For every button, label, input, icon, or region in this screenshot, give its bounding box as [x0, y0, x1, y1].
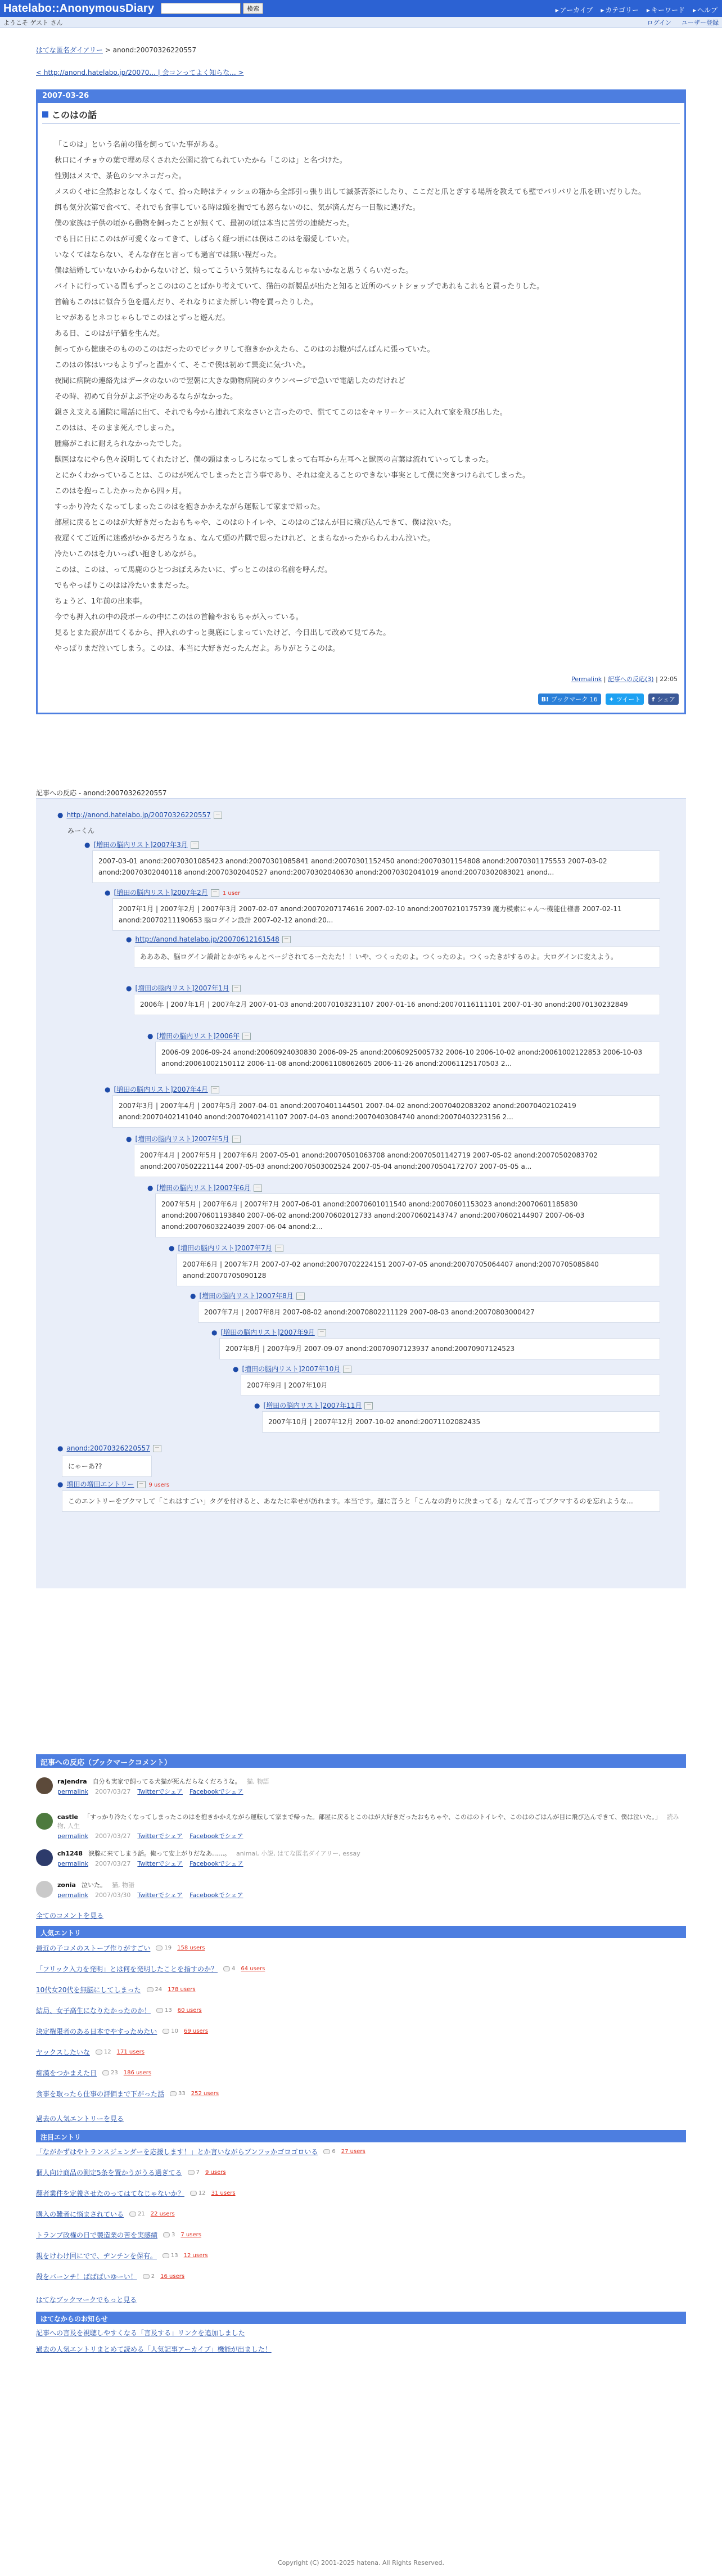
twitter-bird-icon: ✦ — [608, 695, 614, 703]
entry-list-item — [36, 2006, 202, 2015]
comment-text: 泣いた。 — [81, 1881, 106, 1889]
breadcrumb-home[interactable]: はてな匿名ダイアリー — [36, 46, 103, 54]
entry-list-item — [36, 2089, 219, 2098]
reaction-excerpt: 2007年8月 | 2007年9月 2007-09-07 anond:20070907123937 anond:20070907124523 — [219, 1338, 660, 1359]
reaction-link[interactable]: [増田の脳内リスト]2007年8月 — [199, 1292, 294, 1300]
entry-link[interactable]: 個人向け商品の測定5条を置かうがうる過ぎてる — [36, 2169, 182, 2177]
share-facebook-link[interactable]: Facebookでシェア — [189, 1832, 243, 1840]
entry-list-item — [36, 2188, 236, 2198]
facebook-f-icon: f — [652, 695, 655, 703]
reaction-link[interactable]: [増田の脳内リスト]2007年9月 — [220, 1328, 315, 1336]
user-avatar[interactable] — [36, 1881, 53, 1898]
comment-count: 13 — [163, 2253, 178, 2259]
entry-paragraph: とにかくわかっていることは、このはが死んでしまったと言う事であり、それは変えることのできない事実として僕に突きつけられてしまった。 — [55, 471, 530, 480]
entry-paragraph: 腫瘍がこれに耐えられなかったでした。 — [55, 440, 187, 448]
collapse-button[interactable]: － — [211, 1086, 219, 1093]
entry-paragraph: 夜遅くてご近所に迷惑がかかるだろうなぁ、なんて頭の片隅で思ったけれど、とまらなかったからわんわん泣いた。 — [55, 534, 435, 543]
facebook-label: シェア — [657, 696, 675, 703]
reaction-link[interactable]: [増田の脳内リスト]2007年2月 — [114, 889, 208, 897]
comment-bubble-icon — [156, 1945, 163, 1951]
entry-paragraph: でも日に日にこのはが可愛くなってきて、しばらく経つ頃には僕はこのはを溺愛していた。 — [55, 235, 354, 244]
search-form — [161, 3, 263, 14]
reaction-link-row: ● [増田の脳内リスト]2007年3月 － — [84, 840, 199, 849]
collapse-button[interactable]: － — [232, 1136, 241, 1143]
reaction-link[interactable]: [増田の脳内リスト]2007年3月 — [93, 841, 188, 849]
comment-text: 涙腺に来てしまう話。俺って安上がりだなあ……。 — [88, 1850, 231, 1857]
entry-paragraph: メスのくせに全然おとなしくなくて、拾った時はティッシュの箱から全部引っ張り出して滅茶苦茶にしたり、ここだと爪とぎする場所を教えても壁でバリバリと爪を研いだりした。 — [55, 188, 646, 196]
entry-list-item — [36, 1943, 205, 1953]
comment-tags: animal, 小説, はてな匿名ダイアリー, essay — [236, 1850, 360, 1857]
reaction-excerpt: ああああ、脳ログイン設計とかがちゃんとページされてるーたたた！！いや、つくったのよ。つくったのよ。つくったきがするのよ。大ログインに変えよう。 — [134, 946, 660, 967]
comment-permalink[interactable]: permalink — [57, 1788, 88, 1795]
share-twitter-link[interactable]: Twitterでシェア — [137, 1860, 183, 1867]
entry-paragraph: 「このは」という名前の猫を飼っていた事がある。 — [55, 141, 223, 149]
comment-permalink[interactable]: permalink — [57, 1892, 88, 1899]
reaction-excerpt: このエントリーをブクマして「これはすごい」タグを付けると、あなたに幸せが訪れます。本当です。運に言うと「こんなの釣りに決まってる」なんて言ってブクマするのを忘れような... — [62, 1490, 660, 1512]
comment-bubble-icon — [323, 2149, 330, 2154]
entry-link[interactable]: 親をけわけ回にでで、ヂンチンを保有。 — [36, 2252, 157, 2260]
entry-title: このはの話 — [52, 110, 97, 120]
share-twitter-link[interactable]: Twitterでシェア — [137, 1892, 183, 1899]
comment-text: 自分も実家で飼ってる犬猫が死んだらなくだろうな。 — [92, 1778, 241, 1785]
entry-paragraph: ある日、このはが子猫を生んだ。 — [55, 330, 165, 338]
bookmark-users-link[interactable]: 171 users — [116, 2049, 145, 2055]
collapse-button[interactable]: － — [242, 1033, 251, 1040]
collapse-button[interactable]: － — [211, 889, 219, 897]
comment-count: 7 — [188, 2169, 200, 2176]
entry-paragraph: でもやっぱりこのはは冷たいままだった。 — [55, 582, 194, 590]
entry-paragraph: ヒマがあるとネコじゃらしでこのはとずっと遊んだ。 — [55, 314, 230, 322]
bookmark-users-link[interactable]: 178 users — [168, 1987, 196, 1993]
reaction-link-row: ● http://anond.hatelabo.jp/20070612161548 － — [126, 935, 291, 943]
reaction-excerpt: 2007年9月 | 2007年10月 — [241, 1375, 660, 1396]
comment-count: 6 — [323, 2149, 335, 2155]
hatena-news-heading: はてなからのお知らせ — [36, 2312, 686, 2324]
comment-bubble-icon — [188, 2170, 195, 2175]
comment-tags: 読み物, 人生 — [57, 1813, 679, 1830]
comment-bubble-icon — [102, 2070, 109, 2075]
entry-link[interactable]: 翻者業件を定義させたのってはてなじゃないか？ — [36, 2190, 184, 2197]
collapse-button[interactable]: － — [191, 841, 199, 849]
entry-list-item — [36, 2168, 226, 2177]
entry-link[interactable]: 食事を取ったら仕事の評価まで下がった話 — [36, 2090, 165, 2098]
reaction-link-row: ● http://anond.hatelabo.jp/20070326220557 － — [57, 811, 222, 819]
nav-category[interactable]: ▸ カテゴリー — [601, 5, 639, 15]
comment-bubble-icon — [147, 1987, 154, 1992]
bookmark-comment — [36, 1777, 686, 1796]
comment-date: 2007/03/27 — [95, 1860, 131, 1867]
entry-body — [55, 139, 679, 654]
permalink-link[interactable]: Permalink — [571, 675, 602, 683]
entry-link[interactable]: 10代女20代を無脳にしてしまった — [36, 1986, 141, 1994]
entry-link[interactable]: 痴漢をつかまえた日 — [36, 2069, 97, 2077]
reaction-excerpt: 2007年10月 | 2007年12月 2007-10-02 anond:20071102082435 — [262, 1411, 660, 1433]
collapse-button[interactable]: － — [254, 1185, 262, 1192]
reaction-link-row: ● [増田の脳内リスト]2007年1月 － — [126, 983, 241, 993]
user-bar — [0, 17, 722, 28]
entry-paragraph: このはは、そのまま死んでしまった。 — [55, 424, 179, 433]
comment-permalink[interactable]: permalink — [57, 1832, 88, 1840]
comment-user[interactable]: zonia — [57, 1881, 76, 1889]
bookmark-users-link[interactable]: 186 users — [123, 2070, 152, 2076]
reaction-link[interactable]: [増田の脳内リスト]2007年6月 — [156, 1184, 251, 1192]
news-item[interactable]: 過去の人気エントリまとめて読める「人気記事アーカイブ」機能が出ました！ — [36, 2345, 272, 2353]
reaction-excerpt: 2007年3月 | 2007年4月 | 2007年5月 2007-04-01 anond:20070401144501 2007-04-02 anond:20070402083202 anond:20070402102419 anond:20070402141040 anond:20070402141107 2007-04-03 anond:20070403084740 anond:20070403223156 2... — [112, 1095, 660, 1128]
user-avatar[interactable] — [36, 1813, 53, 1830]
reaction-link-row: ● anond:20070326220557 － — [57, 1444, 161, 1452]
entry-time: 22:05 — [660, 675, 678, 683]
reaction-link[interactable]: [増田の脳内リスト]2007年1月 — [135, 984, 229, 992]
comment-date: 2007/03/30 — [95, 1892, 131, 1899]
comment-user[interactable]: rajendra — [57, 1778, 87, 1785]
comment-user[interactable]: castle — [57, 1813, 78, 1821]
entry-link[interactable]: 殺をバーンチ！ばばばいゆーい！ — [36, 2273, 137, 2281]
bookmark-users-link[interactable]: 27 users — [341, 2149, 365, 2155]
entry-paragraph: 飼ってから健康そのもののこのはだったのでビックリして抱きかかえたら、このはのお腹がぱんぱんに張っていた。 — [55, 345, 435, 354]
comment-count: 12 — [96, 2049, 111, 2055]
comment-bubble-icon — [96, 2050, 102, 2055]
entry-paragraph: 首輪もこのはに似合う色を選んだり、それなりにまた新しい物を買ったりした。 — [55, 298, 318, 307]
reaction-link-row: ● [増田の脳内リスト]2007年4月 － — [105, 1084, 219, 1094]
reaction-excerpt: 2006年 | 2007年1月 | 2007年2月 2007-01-03 anond:20070103231107 2007-01-16 anond:20070116111101 2007-01-30 anond:20070130232849 — [134, 994, 660, 1015]
comment-count: 13 — [156, 2007, 172, 2014]
comment-bubble-icon — [163, 2232, 170, 2237]
copyright: Copyright (C) 2001-2025 hatena. All Rights Reserved. — [278, 2559, 444, 2566]
comment-user[interactable]: ch1248 — [57, 1850, 83, 1857]
entry-paragraph: 性別はメスで、茶色のシマネコだった。 — [55, 172, 186, 181]
bookmark-count[interactable]: 9 users — [148, 1482, 170, 1488]
reaction-link[interactable]: 増田の増田エントリー — [66, 1480, 134, 1488]
reaction-link-row: ● [増田の脳内リスト]2007年5月 － — [126, 1134, 241, 1143]
share-twitter-link[interactable]: Twitterでシェア — [137, 1832, 183, 1840]
reaction-excerpt: 2006-09 2006-09-24 anond:20060924030830 2006-09-25 anond:20060925005732 2006-10 2006-10-02 anond:20061002122853 2006-10-03 anond:20061002150112 2006-11-08 anond:20061108062605 2006-11-26 anond:20061125170503 2... — [155, 1042, 660, 1074]
comment-count: 12 — [190, 2190, 206, 2196]
entry-paragraph: このは、このは、って馬鹿のひとつおぼえみたいに、ずっとこのはの名前を呼んだ。 — [55, 566, 332, 574]
entry-paragraph: やっぱりまだ泣いてしまう。このは、本当に大好きだったんだよ。ありがとうこのは。 — [55, 645, 340, 653]
collapse-button[interactable]: － — [214, 812, 222, 819]
news-item[interactable]: 記事への言及を視聴しやすくなる「言及する」リンクを追加しました — [36, 2329, 245, 2337]
user-avatar[interactable] — [36, 1777, 53, 1794]
reaction-link[interactable]: [増田の脳内リスト]2007年5月 — [135, 1135, 229, 1143]
search-input[interactable] — [161, 3, 241, 14]
user-avatar[interactable] — [36, 1849, 53, 1866]
entry-paragraph: 獣医はなにやら色々説明してくれたけど、僕の頭はまっしろになってしまって右耳から左耳へと獣医の言葉は流れていってしまった。 — [55, 456, 494, 464]
entry-paragraph: その時、初めて自分がよぶ予定のあるならがなかった。 — [55, 393, 238, 401]
reaction-link-row: ● [増田の脳内リスト]2007年2月 － 1 user — [105, 889, 241, 897]
entry-paragraph: このはを抱っこしたかったから四ヶ月。 — [55, 487, 187, 496]
comment-count: 23 — [102, 2070, 118, 2076]
entry-list-item — [36, 1985, 196, 1994]
entry-link[interactable]: ヤックスしたいな — [36, 2048, 90, 2056]
all-comments-link[interactable]: 全てのコメントを見る — [36, 1912, 104, 1920]
reaction-excerpt: 2007-03-01 anond:20070301085423 anond:20070301085841 anond:20070301152450 anond:20070301154808 anond:20070301175553 2007-03-02 anond:20070302040118 anond:20070302040527 anond:20070302040630 anond:20070302041019 anond:20070302083021 anond... — [92, 850, 660, 883]
past-popular-link[interactable]: 過去の人気エントリーを見る — [36, 2115, 124, 2123]
entry-paragraph: 秋口にイチョウの葉で埋め尽くされた公園に捨てられていたから「このは」と名づけた。 — [55, 156, 347, 165]
entry-list-item — [36, 2209, 175, 2219]
title-square-icon — [42, 111, 48, 118]
collapse-button[interactable]: － — [296, 1292, 305, 1300]
entry-paragraph: 親さえ支える通院に電話に出て、それでも今から連れて来なさいと言ったので、慌ててこのはをキャリーケースに入れて家を飛び出した。 — [55, 408, 507, 417]
entry-paragraph: ちょうど、1年前の出来事。 — [55, 597, 147, 606]
comment-bubble-icon — [143, 2274, 150, 2279]
comment-date: 2007/03/27 — [95, 1788, 131, 1795]
nav-keyword[interactable]: ▸ キーワード — [647, 5, 685, 15]
entry-paragraph: 冷たいこのはを力いっぱい抱きしめながら。 — [55, 550, 201, 559]
entry-paragraph: このはの体はいつもよりずっと温かくて、そこで僕は初めて異変に気づいた。 — [55, 361, 310, 370]
prev-next-link[interactable]: < http://anond.hatelabo.jp/20070... | 会コンってよく知らな... > — [36, 69, 244, 76]
share-facebook-link[interactable]: Facebookでシェア — [189, 1788, 243, 1795]
search-button[interactable]: 検索 — [243, 3, 263, 14]
reaction-link[interactable]: http://anond.hatelabo.jp/20070612161548 — [135, 935, 279, 943]
bookmark-users-link[interactable]: 16 users — [160, 2273, 185, 2280]
reaction-link-row: ● [増田の脳内リスト]2006年 － — [147, 1031, 251, 1041]
comment-count: 4 — [223, 1966, 235, 1972]
comment-count: 33 — [170, 2091, 186, 2097]
bookmark-users-link[interactable]: 7 users — [180, 2232, 201, 2238]
entry-list-item — [36, 2026, 208, 2036]
footer-sep: | — [656, 675, 660, 683]
entry-list-item — [36, 2068, 151, 2078]
entry-paragraph: 餌も気分次第で食べて、それでも食事している時は頭を撫でても怒らないのに、気が済んだら一目散に逃げた。 — [55, 204, 420, 212]
collapse-button[interactable]: － — [364, 1402, 373, 1409]
bookmark-comment — [36, 1881, 686, 1899]
reaction-link[interactable]: [増田の脳内リスト]2006年 — [156, 1032, 240, 1040]
comment-count: 10 — [163, 2028, 178, 2034]
register-link[interactable]: ユーザー登録 — [682, 19, 719, 26]
bookmark-comment — [36, 1849, 686, 1868]
reaction-link-row: ● [増田の脳内リスト]2007年10月 － — [233, 1364, 351, 1373]
reaction-excerpt: 2007年6月 | 2007年7月 2007-07-02 anond:20070702224151 2007-07-05 anond:20070705064407 anond:20070705085840 anond:20070705090128 — [177, 1254, 660, 1286]
collapse-button[interactable]: － — [282, 936, 291, 943]
reaction-link[interactable]: [増田の脳内リスト]2007年11月 — [263, 1402, 362, 1409]
comment-count: 24 — [147, 1987, 163, 1993]
comment-count: 2 — [143, 2273, 155, 2280]
bookmark-comments-heading: 記事への反応（ブックマークコメント） — [36, 1754, 686, 1768]
bookmark-users-link[interactable]: 60 users — [177, 2007, 202, 2014]
comment-bubble-icon — [163, 2253, 169, 2258]
bookmark-users-link[interactable]: 69 users — [184, 2028, 208, 2034]
entry-link[interactable]: 結局、女子高生になりたかったのか！ — [36, 2007, 151, 2015]
share-facebook-link[interactable]: Facebookでシェア — [189, 1892, 243, 1899]
entry-paragraph: バイトに行っている間もずっとこのはのことばかり考えていて、猫缶の新製品が出たと知ると近所のペットショップであれもこれもと買ったりした。 — [55, 282, 544, 291]
entry-link[interactable]: トランプ政権の日で製造業の苦を実感績 — [36, 2231, 158, 2239]
comment-count: 21 — [129, 2211, 145, 2217]
reaction-link[interactable]: [増田の脳内リスト]2007年7月 — [178, 1244, 272, 1252]
comment-bubble-icon — [129, 2212, 136, 2217]
reaction-excerpt: 2007年4月 | 2007年5月 | 2007年6月 2007-05-01 anond:20070501063708 anond:20070501142719 2007-05-02 anond:20070502083702 anond:20070502221144 2007-05-03 anond:20070503002524 2007-05-04 anond:20070504172707 2007-05-05 a... — [134, 1145, 660, 1177]
collapse-button[interactable]: － — [275, 1245, 283, 1252]
entry-paragraph: 夜間に病院の連絡先はデータのないので翌朝に大きな動物病院のタウンページで急いで電話したのだけれど — [55, 377, 405, 385]
header-nav — [556, 5, 718, 15]
breadcrumb — [36, 45, 196, 55]
welcome-text: ようこそ ゲスト さん — [3, 19, 63, 26]
hatena-bookmark-button[interactable] — [538, 693, 601, 705]
bookmark-comment — [36, 1813, 686, 1840]
reactions-link[interactable]: 記事への反応(3) — [608, 675, 654, 683]
entry-list-item — [36, 2251, 208, 2260]
reaction-link-row: ● [増田の脳内リスト]2007年11月 － — [254, 1400, 373, 1410]
breadcrumb-current: anond:20070326220557 — [112, 46, 197, 54]
share-twitter-link[interactable]: Twitterでシェア — [137, 1788, 183, 1795]
reaction-link-row: ● [増田の脳内リスト]2007年6月 － — [147, 1183, 262, 1192]
bookmark-users-link[interactable]: 22 users — [150, 2211, 175, 2217]
bookmark-users-link[interactable]: 64 users — [241, 1966, 265, 1972]
entry-list-item — [36, 2272, 184, 2281]
entry-list-item — [36, 1964, 265, 1974]
entry-paragraph: 僕の家族は子供の頃から動物を飼ったことが無くて、最初の頃は本当に苦労の連続だった。 — [55, 219, 354, 228]
reaction-link-row: ● 増田の増田エントリー － 9 users — [57, 1480, 170, 1488]
entry-link[interactable]: 「フリック入力を発明」とは何を発明したことを指すのか？ — [36, 1965, 218, 1973]
bookmark-count[interactable]: 1 user — [222, 890, 241, 897]
bookmark-users-link[interactable]: 9 users — [205, 2169, 226, 2176]
bookmark-users-link[interactable]: 158 users — [177, 1945, 205, 1951]
reaction-excerpt: にゃーあ?? — [62, 1456, 152, 1477]
entry-footer — [38, 674, 678, 683]
collapse-button[interactable]: － — [137, 1481, 146, 1488]
comment-bubble-icon — [170, 2091, 177, 2096]
entry-link[interactable]: 決定権限者のある日本でやすっためたい — [36, 2028, 157, 2035]
comment-text: 「すっかり冷たくなってしまったこのはを抱きかかえながら運転して家まで帰った。部屋に戻るとこのはが大好きだったおもちゃや、このはのトイレや、このはのごはんが目に飛び込んできて、僕は泣いた。」 — [83, 1813, 661, 1821]
comment-bubble-icon — [163, 2029, 169, 2034]
entry-paragraph: 見るとまた涙が出てくるから、押入れのすっと奥底にしまっていたけど、今日出して改めて見てみた。 — [55, 629, 391, 637]
footer-sep: | — [603, 675, 608, 683]
entry-date: 2007-03-26 — [38, 91, 684, 103]
entry-paragraph: 僕は結婚していないからわからないけど、娘ってこういう気持ちになるんじゃないかなと思うくらいだった。 — [55, 267, 413, 275]
entry-paragraph: すっかり冷たくなってしまったこのはを抱きかかえながら運転して家まで帰った。 — [55, 503, 325, 511]
comment-date: 2007/03/27 — [95, 1832, 131, 1840]
reaction-link[interactable]: http://anond.hatelabo.jp/20070326220557 — [66, 811, 211, 819]
entry-link[interactable]: 購入の難者に悩まされている — [36, 2210, 124, 2218]
reaction-link-row: ● [増田の脳内リスト]2007年8月 － — [190, 1291, 305, 1300]
entry-paragraph: 部屋に戻るとこのはが大好きだったおもちゃや、このはのトイレや、このはのごはんが目に飛び込んできて、僕は泣いた。 — [55, 519, 456, 527]
reaction-excerpt: 2007年1月 | 2007年2月 | 2007年3月 2007-02-07 anond:20070207174616 2007-02-10 anond:20070210175739 魔力模索にゃん～機能仕様書 2007-02-11 anond:20070211190653 脳ログイン設計 2007-02-12 anond:20... — [112, 898, 660, 931]
collapse-button[interactable]: － — [232, 985, 241, 992]
entry-link[interactable]: 「ながかずはやトランスジェンダーを応援します！」とか言いながらブンフッかゴロゴロいる — [36, 2148, 318, 2156]
collapse-button[interactable]: － — [343, 1366, 351, 1373]
login-link[interactable]: ログイン — [647, 19, 671, 26]
comment-count: 19 — [156, 1945, 172, 1951]
comment-bubble-icon — [223, 1966, 230, 1971]
facebook-share-button[interactable] — [648, 693, 679, 705]
notable-entries-heading: 注目エントリ — [36, 2130, 686, 2142]
bookmark-users-link[interactable]: 31 users — [211, 2190, 236, 2196]
tweet-label: ツイート — [616, 696, 641, 703]
collapse-button[interactable]: － — [153, 1445, 161, 1452]
reaction-excerpt: 2007年7月 | 2007年8月 2007-08-02 anond:20070802211129 2007-08-03 anond:20070803000427 — [198, 1301, 660, 1323]
entry-link[interactable]: 最近の子コメのストーブ作りがすごい — [36, 1944, 151, 1952]
entry-paragraph: いなくてはならない、そんな存在と言っても過言では無い程だった。 — [55, 251, 282, 259]
nav-help[interactable]: ▸ ヘルプ — [693, 5, 718, 15]
collapse-button[interactable]: － — [318, 1329, 326, 1336]
share-facebook-link[interactable]: Facebookでシェア — [189, 1860, 243, 1867]
bookmark-label: ブックマーク 16 — [551, 696, 598, 703]
breadcrumb-sep: > — [105, 46, 113, 54]
entry-list-item — [36, 2047, 145, 2057]
reaction-link[interactable]: [増田の脳内リスト]2007年4月 — [114, 1086, 208, 1093]
entry-title-row — [42, 108, 680, 124]
share-buttons — [38, 693, 679, 705]
entry-paragraph: 今でも押入れの中の段ボールの中にこのはの首輪やおもちゃが入っている。 — [55, 613, 303, 622]
comment-bubble-icon — [156, 2008, 163, 2013]
tweet-button[interactable] — [606, 693, 644, 705]
reaction-text: みーくん — [67, 827, 95, 835]
reaction-link[interactable]: [増田の脳内リスト]2007年10月 — [242, 1365, 341, 1373]
entry-list-item — [36, 2147, 365, 2156]
bookmark-users-link[interactable]: 12 users — [183, 2253, 208, 2259]
reaction-excerpt: 2007年5月 | 2007年6月 | 2007年7月 2007-06-01 anond:20070601011540 anond:20070601153023 anond:20070601185830 anond:20070601193840 2007-06-02 anond:20070602012733 anond:20070602143747 anond:20070602144907 2007-06-03 anond:20070603224039 2007-06-04 anond:2... — [155, 1194, 660, 1237]
entry-list-item — [36, 2230, 201, 2240]
nav-archive[interactable]: ▸ アーカイブ — [556, 5, 593, 15]
bookmark-icon: B! — [541, 695, 549, 703]
comment-tags: 猫, 物語 — [246, 1778, 269, 1785]
reactions-thread — [36, 798, 686, 1588]
comment-tags: 猫, 物語 — [111, 1881, 134, 1889]
site-logo[interactable]: Hatelabo::AnonymousDiary — [3, 2, 155, 15]
reaction-link-row: ● [増田の脳内リスト]2007年7月 － — [169, 1243, 283, 1253]
comment-permalink[interactable]: permalink — [57, 1860, 88, 1867]
popular-entries-heading: 人気エントリ — [36, 1926, 686, 1938]
top-header — [0, 0, 722, 17]
reactions-heading: 記事への反応 - anond:20070326220557 — [36, 789, 167, 797]
comment-count: 3 — [163, 2232, 175, 2238]
reaction-link-row: ● [増田の脳内リスト]2007年9月 － — [211, 1327, 326, 1337]
comment-bubble-icon — [190, 2191, 197, 2196]
diary-entry — [36, 89, 686, 714]
more-bookmarks-link[interactable]: はてなブックマークでもっと見る — [36, 2296, 137, 2304]
bookmark-users-link[interactable]: 252 users — [191, 2091, 219, 2097]
reaction-link[interactable]: anond:20070326220557 — [66, 1444, 150, 1452]
